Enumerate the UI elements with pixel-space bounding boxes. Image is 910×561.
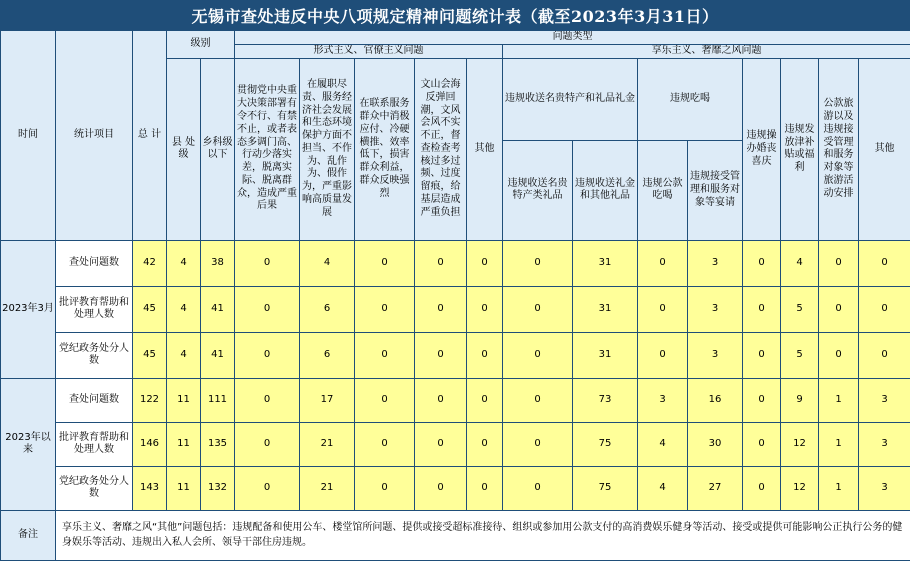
cell: 0 [467, 466, 503, 510]
header-formalism-4: 文山会海反弹回潮，文风会风不实不正，督查检查考核过多过频、过度留痕，给基层造成严重负担 [415, 58, 467, 240]
header-formalism-2: 在履职尽责、服务经济社会发展和生态环境保护方面不担当、不作为、乱作为、假作为，严重影响高质量发展 [300, 58, 355, 240]
cell: 75 [573, 422, 638, 466]
cell: 5 [781, 332, 819, 378]
header-hedonism-other: 其他 [859, 58, 910, 240]
cell: 3 [688, 286, 743, 332]
cell: 135 [201, 422, 235, 466]
table-row [1, 286, 910, 332]
header-formalism-1: 贯彻党中央重大决策部署有令不行、有禁不止，或者表态多调门高、行动少落实差，脱离实际、脱离群众，造成严重后果 [235, 58, 300, 240]
cell: 73 [573, 378, 638, 422]
cell: 31 [573, 332, 638, 378]
cell: 6 [300, 286, 355, 332]
cell: 4 [167, 240, 201, 286]
cell: 0 [355, 466, 415, 510]
cell: 41 [201, 286, 235, 332]
cell: 12 [781, 466, 819, 510]
cell: 3 [859, 378, 910, 422]
row-item: 党纪政务处分人数 [56, 332, 133, 378]
cell: 0 [467, 332, 503, 378]
header-eat-2: 违规接受管理和服务对象等宴请 [688, 140, 743, 240]
header-formalism-3: 在联系服务群众中消极应付、冷硬横推、效率低下，损害群众利益，群众反映强烈 [355, 58, 415, 240]
cell: 0 [415, 422, 467, 466]
cell: 27 [688, 466, 743, 510]
cell: 0 [743, 378, 781, 422]
header-problem-type: 问题类型 [235, 31, 910, 45]
cell: 0 [467, 240, 503, 286]
cell: 0 [503, 422, 573, 466]
cell: 0 [743, 422, 781, 466]
cell: 4 [638, 466, 688, 510]
cell: 42 [133, 240, 167, 286]
cell: 12 [781, 422, 819, 466]
cell: 0 [819, 286, 859, 332]
cell: 146 [133, 422, 167, 466]
table-row [1, 240, 910, 286]
header-total: 总 计 [133, 31, 167, 241]
cell: 0 [743, 332, 781, 378]
cell: 4 [167, 332, 201, 378]
cell: 0 [235, 466, 300, 510]
row-item: 批评教育帮助和处理人数 [56, 422, 133, 466]
cell: 0 [503, 466, 573, 510]
cell: 5 [781, 286, 819, 332]
row-item: 批评教育帮助和处理人数 [56, 286, 133, 332]
cell: 0 [415, 466, 467, 510]
cell: 0 [235, 240, 300, 286]
cell: 0 [355, 332, 415, 378]
cell: 143 [133, 466, 167, 510]
cell: 0 [638, 286, 688, 332]
cell: 111 [201, 378, 235, 422]
header-county-level: 县 处级 [167, 58, 201, 240]
header-time: 时间 [1, 31, 56, 241]
row-item: 查处问题数 [56, 378, 133, 422]
cell: 9 [781, 378, 819, 422]
cell: 4 [167, 286, 201, 332]
cell: 30 [688, 422, 743, 466]
cell: 0 [355, 240, 415, 286]
header-item: 统计项目 [56, 31, 133, 241]
cell: 0 [467, 378, 503, 422]
cell: 16 [688, 378, 743, 422]
cell: 41 [201, 332, 235, 378]
cell: 6 [300, 332, 355, 378]
cell: 0 [743, 286, 781, 332]
table-row [1, 332, 910, 378]
cell: 45 [133, 332, 167, 378]
cell: 4 [300, 240, 355, 286]
table-row [1, 466, 910, 510]
header-formalism: 形式主义、官僚主义问题 [235, 44, 503, 58]
note-label: 备注 [1, 510, 56, 560]
cell: 38 [201, 240, 235, 286]
note-text: 享乐主义、奢靡之风“其他”问题包括：违规配备和使用公车、楼堂馆所问题、提供或接受超标准接待、组织或参加用公款支付的高消费娱乐健身等活动、接受或提供可能影响公正执行公务的健身娱乐等活动、违规出入私人会所、领导干部住房违规。 [56, 510, 910, 560]
cell: 0 [415, 240, 467, 286]
cell: 17 [300, 378, 355, 422]
header-eat: 违规吃喝 [638, 58, 743, 140]
cell: 0 [743, 240, 781, 286]
cell: 0 [467, 422, 503, 466]
cell: 132 [201, 466, 235, 510]
cell: 11 [167, 378, 201, 422]
cell: 0 [467, 286, 503, 332]
row-item: 查处问题数 [56, 240, 133, 286]
cell: 0 [235, 378, 300, 422]
header-eat-1: 违规公款吃喝 [638, 140, 688, 240]
cell: 1 [819, 466, 859, 510]
cell: 4 [781, 240, 819, 286]
cell: 0 [503, 332, 573, 378]
cell: 0 [638, 332, 688, 378]
header-level: 级别 [167, 31, 235, 59]
cell: 21 [300, 422, 355, 466]
header-hedonism: 享乐主义、奢靡之风问题 [503, 44, 910, 58]
cell: 3 [859, 422, 910, 466]
cell: 0 [859, 286, 910, 332]
cell: 3 [859, 466, 910, 510]
cell: 0 [415, 286, 467, 332]
table-row [1, 422, 910, 466]
period-label: 2023年3月 [1, 240, 56, 378]
cell: 0 [355, 422, 415, 466]
cell: 0 [235, 286, 300, 332]
header-travel: 公款旅游以及违规接受管理和服务对象等旅游活动安排 [819, 58, 859, 240]
cell: 0 [859, 240, 910, 286]
cell: 0 [638, 240, 688, 286]
note-row [1, 510, 910, 560]
header-wedding-funeral: 违规操办婚丧喜庆 [743, 58, 781, 240]
cell: 0 [355, 378, 415, 422]
cell: 0 [235, 422, 300, 466]
header-gift-1: 违规收送名贵特产类礼品 [503, 140, 573, 240]
cell: 0 [235, 332, 300, 378]
cell: 0 [859, 332, 910, 378]
table-row [1, 378, 910, 422]
cell: 21 [300, 466, 355, 510]
statistics-table [0, 30, 910, 561]
row-item: 党纪政务处分人数 [56, 466, 133, 510]
cell: 1 [819, 422, 859, 466]
header-allowance: 违规发放津补贴或福利 [781, 58, 819, 240]
cell: 1 [819, 378, 859, 422]
cell: 4 [638, 422, 688, 466]
header-formalism-other: 其他 [467, 58, 503, 240]
cell: 11 [167, 466, 201, 510]
cell: 31 [573, 240, 638, 286]
cell: 11 [167, 422, 201, 466]
cell: 0 [415, 332, 467, 378]
cell: 0 [503, 378, 573, 422]
cell: 45 [133, 286, 167, 332]
cell: 3 [638, 378, 688, 422]
cell: 3 [688, 332, 743, 378]
cell: 75 [573, 466, 638, 510]
header-gift: 违规收送名贵特产和礼品礼金 [503, 58, 638, 140]
header-gift-2: 违规收送礼金和其他礼品 [573, 140, 638, 240]
cell: 0 [415, 378, 467, 422]
cell: 0 [743, 466, 781, 510]
cell: 0 [819, 332, 859, 378]
period-label: 2023年以来 [1, 378, 56, 510]
cell: 122 [133, 378, 167, 422]
cell: 0 [503, 240, 573, 286]
table-title: 无锡市查处违反中央八项规定精神问题统计表（截至2023年3月31日） [0, 0, 910, 30]
cell: 31 [573, 286, 638, 332]
cell: 0 [819, 240, 859, 286]
cell: 0 [503, 286, 573, 332]
cell: 0 [355, 286, 415, 332]
header-township-level: 乡科级以下 [201, 58, 235, 240]
cell: 3 [688, 240, 743, 286]
